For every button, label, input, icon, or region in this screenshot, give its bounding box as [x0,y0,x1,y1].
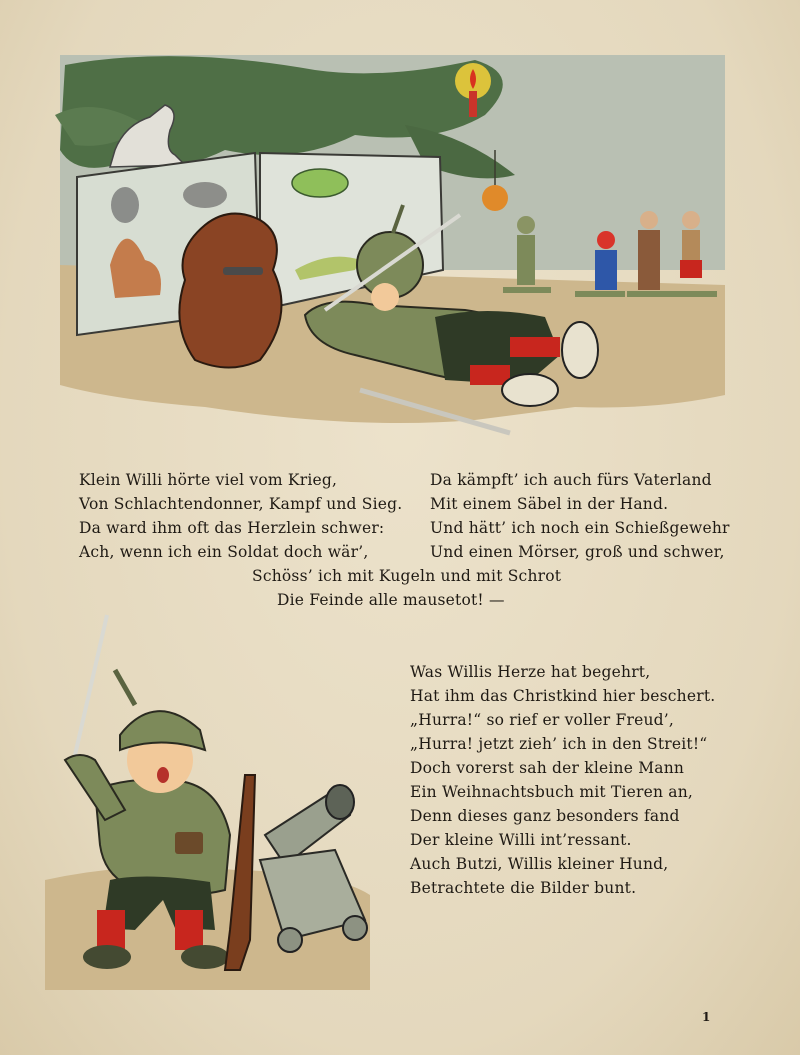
verse-line: „Hurra! jetzt zieh’ ich in den Streit!“ [410,735,708,753]
verse-line: Die Feinde alle mausetot! — [277,591,505,609]
verse-line: Was Willis Herze hat begehrt, [410,663,651,681]
bottom-illustration [35,610,380,995]
frog-icon [292,169,348,197]
verse-line: Doch vorerst sah der kleine Mann [410,759,685,777]
verse-line: Ein Weihnachtsbuch mit Tieren an, [410,783,694,801]
verse-line: Von Schlachtendonner, Kampf und Sieg. [79,495,403,513]
sabre-icon [75,615,107,755]
ornament-ball-icon [482,185,508,211]
verse-line: Der kleine Willi int’ressant. [410,831,632,849]
verse-line: „Hurra!“ so rief er voller Freud’, [410,711,675,729]
rat-icon [183,182,227,208]
verse-line: Betrachtete die Bilder bunt. [410,879,637,897]
verse-line: Auch Butzi, Willis kleiner Hund, [410,855,669,873]
verse-line: Da ward ihm oft das Herzlein schwer: [79,519,385,537]
top-illustration [55,55,730,440]
verse-center [252,564,561,612]
verse-line: Da kämpft’ ich auch fürs Vaterland [430,471,712,489]
verse-line: Denn dieses ganz besonders fand [410,807,680,825]
verse-line: Klein Willi hörte viel vom Krieg, [79,471,338,489]
mouse-icon [111,187,139,223]
verse-line: Und einen Mörser, groß und schwer, [430,543,725,561]
page-number: 1 [702,1010,711,1024]
verse-line: Und hätt’ ich noch ein Schießgewehr [430,519,730,537]
verse-line: Mit einem Säbel in der Hand. [430,495,669,513]
verse-line: Schöss’ ich mit Kugeln und mit Schrot [252,567,562,585]
dog-icon [179,214,281,368]
verse-line: Hat ihm das Christkind hier beschert. [410,687,716,705]
verse-line: Ach, wenn ich ein Soldat doch wär’, [79,543,369,561]
verse-right [430,468,730,564]
verse-left [79,468,402,564]
verse-bottom [410,660,715,900]
